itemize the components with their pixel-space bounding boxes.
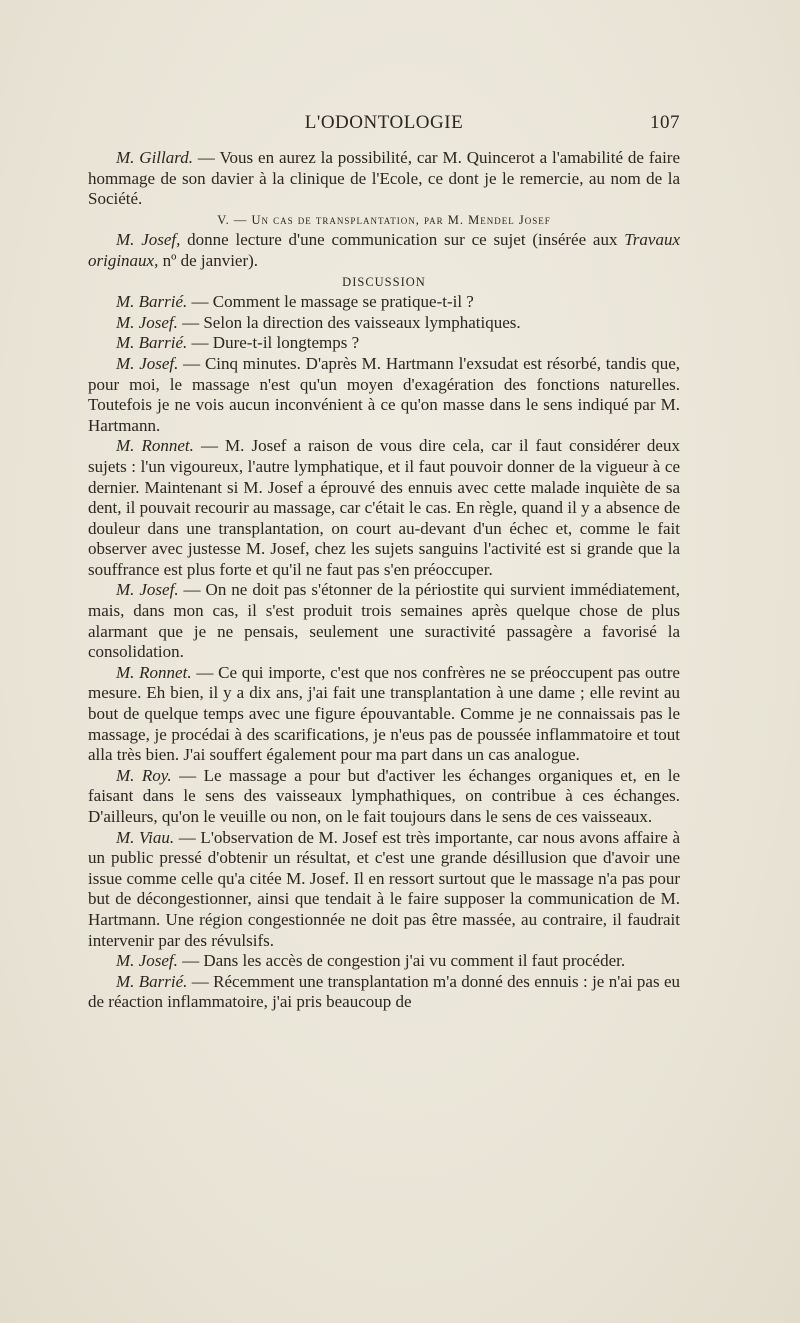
paragraph-text: — Récemment une transplantation m'a donné des ennuis : je n'ai pas eu de réaction inflammatoire, j'ai pris beaucoup de [88,971,680,1012]
paragraph-text: — Comment le massage se pratique-t-il ? [187,292,474,312]
paragraph [88,580,680,662]
speaker-name: M. Ronnet. [116,436,194,456]
paragraph [88,951,680,972]
paragraph [88,436,680,580]
paragraph-text: — Cinq minutes. D'après M. Hartmann l'exsudat est résorbé, tandis que, pour moi, le massage n'est qu'un moyen d'exagération des fonctions naturelles. Toutefois je ne vois aucun inconvénient à ce qu'on masse dans le sens indiqué par M. Hartmann. [88,353,680,435]
page-number: 107 [650,112,680,133]
paragraph [88,313,680,334]
speaker-name: M. Barrié. [116,971,188,991]
paragraph-text: — Selon la direction des vaisseaux lymphatiques. [177,312,521,332]
running-header [88,112,680,142]
paragraph-text: — On ne doit pas s'étonner de la périostite qui survient immédiatement, mais, dans mon cas, il s'est produit trois semaines après quelque chose de plus alarmant que je ne pensais, seulement une suractivité passagère a favorisé la consolidation. [88,580,680,662]
section-heading: V. — Un cas de transplantation, par M. Mendel Josef [217,212,551,227]
speaker-name: M. Josef. [116,951,178,971]
paragraph-text: — M. Josef a raison de vous dire cela, car il faut considérer deux sujets : l'un vigoureux, l'autre lymphatique, et il faut pouvoir donner de la vigueur à ce dernier. Maintenant si M. Josef a éprouvé des ennuis avec cette malade inquiète de sa dent, il pouvait recourir au massage, car c'était le cas. En règle, quand il y a absence de douleur dans une transplantation, on court au-devant d'un échec et, comme le fait observer avec justesse M. Josef, chez les sujets sanguins l'activité est si grande que la souffrance est plus forte et qu'il ne faut pas s'en préoccuper. [88,436,680,579]
speaker-name: M. Josef. [116,353,179,373]
speaker-name: M. Ronnet. [116,662,192,682]
paragraph-text: donne lecture d'une communication sur ce sujet (insérée aux [180,230,625,250]
speaker-name: M. Josef, [116,230,181,250]
paragraph [88,972,680,1013]
running-title: L'ODONTOLOGIE [304,112,464,133]
paragraph [88,230,680,271]
discussion-heading: DISCUSSION [342,274,426,289]
speaker-name: M. Josef. [116,580,179,600]
italic-reference: Travaux originaux, [88,230,681,270]
paragraph-text: — Dure-t-il longtemps ? [187,333,360,353]
speaker-name: M. Viau. [116,827,175,847]
paragraph [88,828,680,952]
paragraph-text: — Ce qui importe, c'est que nos confrères ne se préoccupent pas outre mesure. Eh bien, il y a dix ans, j'ai fait une transplantation à une dame ; elle revint au bout de quelque temps avec une figure épouvantable. Comme je ne connaissais pas le massage, je procédai à des scarifications, je n'eus pas de poussée inflammatoire et tout alla très bien. J'ai souffert également pour ma part dans un cas analogue. [88,662,680,765]
paragraph [88,354,680,436]
speaker-name: M. Roy. [116,765,172,785]
paragraph [88,333,680,354]
paragraph [88,148,680,210]
paragraph [88,292,680,313]
paragraph-text: — Le massage a pour but d'activer les échanges organiques et, en le faisant dans le sens des vaisseaux lymphathiques, on contribue à ces échanges. D'ailleurs, qu'on le veuille ou non, on le fait toujours dans le sens de ces vaisseaux. [88,765,680,826]
paragraph [88,766,680,828]
speaker-name: M. Gillard. [116,148,193,167]
paragraph-text: — Vous en aurez la possibilité, car M. Quincerot a l'amabilité de faire hommage de son davier à la clinique de l'Ecole, ce dont je le remercie, au nom de la Société. [88,148,680,209]
paragraph [88,663,680,766]
speaker-name: M. Josef. [116,312,178,332]
paragraph-text-end: nº de janvier). [158,250,259,270]
speaker-name: M. Barrié. [116,333,188,353]
paragraph-text: — Dans les accès de congestion j'ai vu comment il faut procéder. [177,951,626,971]
body-text [88,148,680,1013]
paragraph-text: — L'observation de M. Josef est très importante, car nous avons affaire à un public pressé d'obtenir un résultat, et c'est une grande désillusion que d'avoir une issue comme celle qu'a citée M. Josef. Il en ressort surtout que le massage n'a pas pour but de décongestionner, ainsi que tendait à le faire supposer la communication de M. Hartmann. Une région congestionnée ne doit pas être massée, au contraire, il faudrait intervenir par des révulsifs. [88,827,680,950]
speaker-name: M. Barrié. [116,292,188,312]
